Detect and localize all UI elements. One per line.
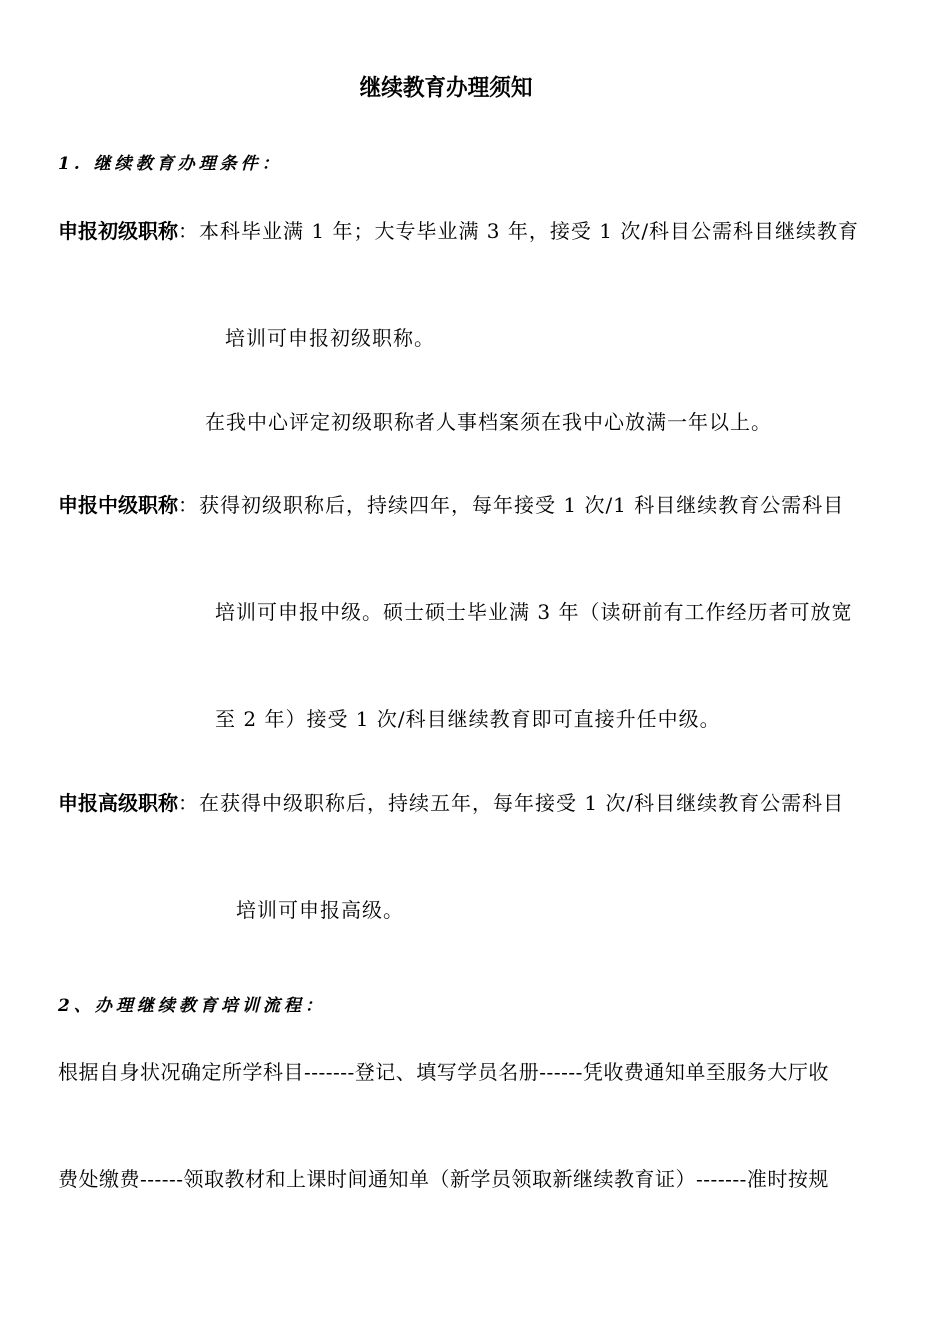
intermediate-title-line-1 [58,491,844,519]
intermediate-title-label: 申报中级职称 [58,493,178,517]
junior-title-label: 申报初级职称 [58,219,178,243]
senior-title-line-2: 培训可申报高级。 [236,898,404,922]
intermediate-title-line-3: 至 2 年）接受 1 次/科目继续教育即可直接升任中级。 [215,707,721,731]
junior-title-line-2: 培训可申报初级职称。 [225,326,435,350]
document-title: 继续教育办理须知 [359,75,533,101]
process-line-1: 根据自身状况确定所学科目-------登记、填写学员名册------凭收费通知单至服务大厅收 [58,1060,829,1084]
senior-title-label: 申报高级职称 [58,791,178,815]
senior-title-line-1 [58,789,844,817]
intermediate-title-line-2: 培训可申报中级。硕士硕士毕业满 3 年（读研前有工作经历者可放宽 [215,600,853,624]
process-line-2: 费处缴费------领取教材和上课时间通知单（新学员领取新继续教育证）-------准时按规 [58,1167,829,1191]
intermediate-title-text: ：获得初级职称后，持续四年，每年接受 1 次/1 科目继续教育公需科目 [178,493,845,517]
junior-title-line-3: 在我中心评定初级职称者人事档案须在我中心放满一年以上。 [205,410,772,434]
senior-title-text: ：在获得中级职称后，持续五年，每年接受 1 次/科目继续教育公需科目 [178,791,845,815]
junior-title-line-1 [58,217,859,245]
junior-title-text: ：本科毕业满 1 年；大专毕业满 3 年，接受 1 次/科目公需科目继续教育 [178,219,860,243]
section-1-heading: 1. 继续教育办理条件： [58,154,283,174]
section-2-heading: 2、办理继续教育培训流程： [58,996,326,1016]
